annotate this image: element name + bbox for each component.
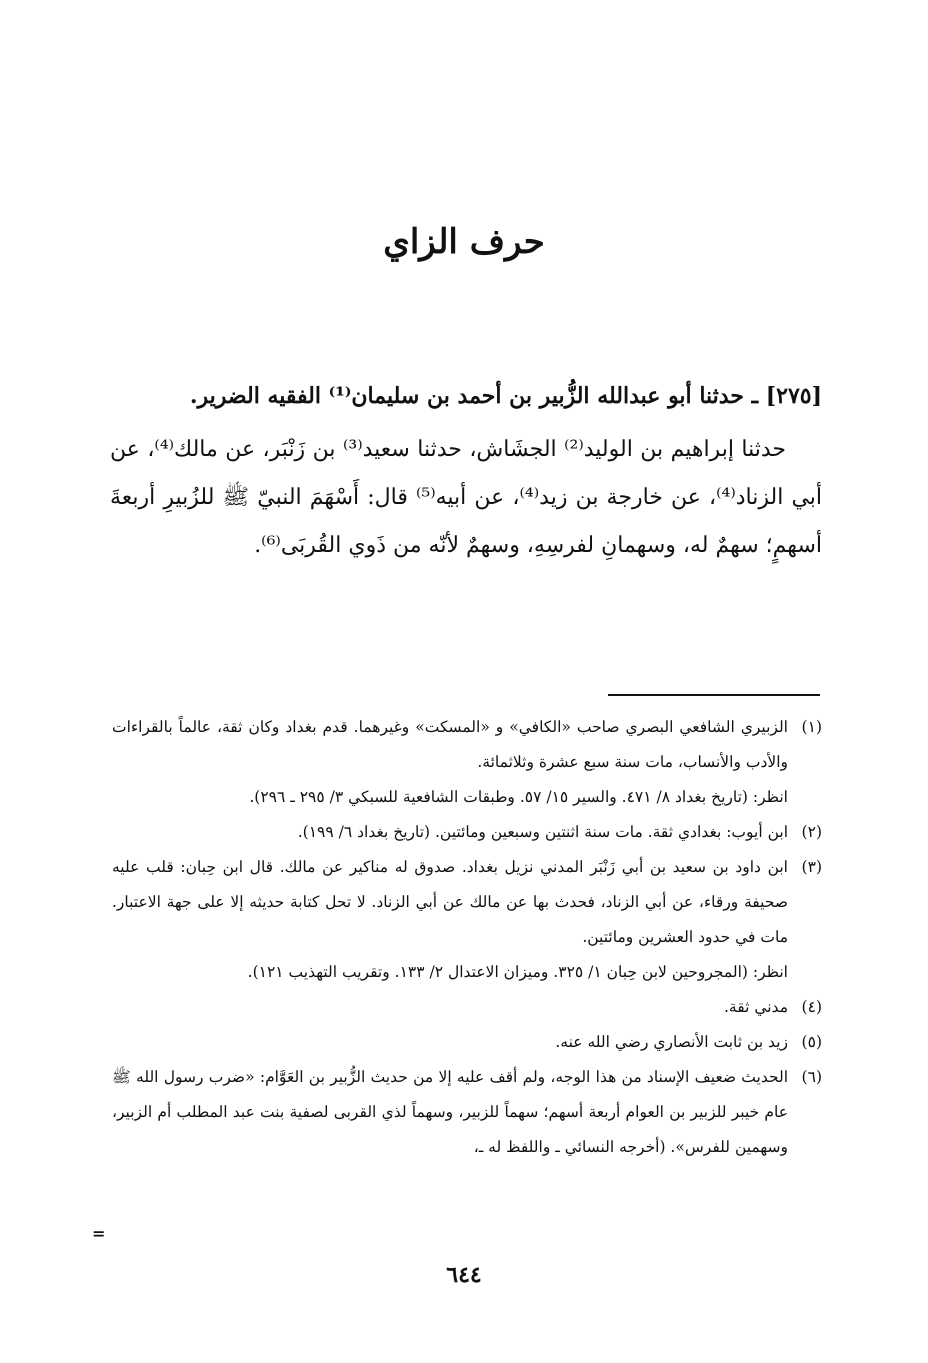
footnote-text: الزبيري الشافعي البصري صاحب «الكافي» و «المسكت» وغيرهما. قدم بغداد وكان ثقة، عالماً بالقراءات والأدب والأنساب، مات سنة سبع عشرة وثلاثمائة. xyxy=(112,718,788,771)
footnotes xyxy=(112,710,822,1165)
footnote-separator xyxy=(608,694,820,696)
footnote-text: ابن داود بن سعيد بن أبي زَنْبَر المدني نزيل بغداد. صدوق له مناكير عن مالك. قال ابن حِبان: قلب عليه صحيفة ورقاء، عن أبي الزناد، فحدث بها عن مالك عن أبي الزناد. لا تحل كتابة حديثه إلا على جهة الاعتبار. مات في حدود العشرين ومائتين. xyxy=(112,858,788,946)
footnote-text: الحديث ضعيف الإسناد من هذا الوجه، ولم أقف عليه إلا من حديث الزُّبير بن العَوَّام: «ضرب رسول الله ﷺ عام خيبر للزبير بن العوام أربعة أسهم؛ سهماً للزبير، وسهماً لذي القربى لصفية بنت عبد المطلب أم الزبير، وسهمين للفرس». (أخرجه النسائي ـ واللفظ له ـ، xyxy=(112,1068,788,1156)
footnote-number: (٢) xyxy=(801,823,822,841)
footnote-1 xyxy=(112,710,822,815)
footnote-number: (٦) xyxy=(801,1068,822,1086)
footnote-reference: انظر: (تاريخ بغداد ٨/ ٤٧١. والسير ١٥/ ٥٧. وطبقات الشافعية للسبكي ٣/ ٢٩٥ ـ ٢٩٦). xyxy=(249,788,788,806)
footnote-number: (٣) xyxy=(801,858,822,876)
main-text xyxy=(110,372,822,570)
footnote-3 xyxy=(112,850,822,990)
footnote-6 xyxy=(112,1060,822,1165)
footnote-number: (١) xyxy=(801,718,822,736)
footnote-text: زيد بن ثابت الأنصاري رضي الله عنه. xyxy=(555,1033,788,1051)
footnote-4 xyxy=(112,990,822,1025)
footnote-number: (٤) xyxy=(801,998,822,1016)
footnote-number: (٥) xyxy=(801,1033,822,1051)
continuation-mark: = xyxy=(92,1224,106,1243)
footnote-2 xyxy=(112,815,822,850)
chapter-title: حرف الزاي xyxy=(383,222,545,262)
footnote-5 xyxy=(112,1025,822,1060)
entry-heading: [٢٧٥] ـ حدثنا أبو عبدالله الزُّبير بن أحمد بن سليمان⁽¹⁾ الفقيه الضرير. xyxy=(189,383,822,409)
entry-hadith-text: حدثنا إبراهيم بن الوليد⁽²⁾ الجشَاش، حدثنا سعيد⁽³⁾ بن زَنْبَر، عن مالك⁽⁴⁾، عن أبي الزناد⁽⁴⁾، عن خارجة بن زيد⁽⁴⁾، عن أبيه⁽⁵⁾ قال: أَسْهَمَ النبيّ ﷺ للزُبيرِ أربعةَ أسهمٍ؛ سهمٌ له، وسهمانِ لفرسِهِ، وسهمٌ لأنّه من ذَوي القُربَى⁽⁶⁾. xyxy=(110,437,823,558)
page-number: ٦٤٤ xyxy=(446,1262,482,1288)
footnote-text: ابن أيوب: بغدادي ثقة. مات سنة اثنتين وسبعين ومائتين. (تاريخ بغداد ٦/ ١٩٩). xyxy=(297,823,788,841)
footnote-reference: انظر: (المجروحين لابن حِبان ١/ ٣٢٥. وميزان الاعتدال ٢/ ١٣٣. وتقريب التهذيب ١٢١). xyxy=(247,963,788,981)
footnote-text: مدني ثقة. xyxy=(724,998,788,1016)
